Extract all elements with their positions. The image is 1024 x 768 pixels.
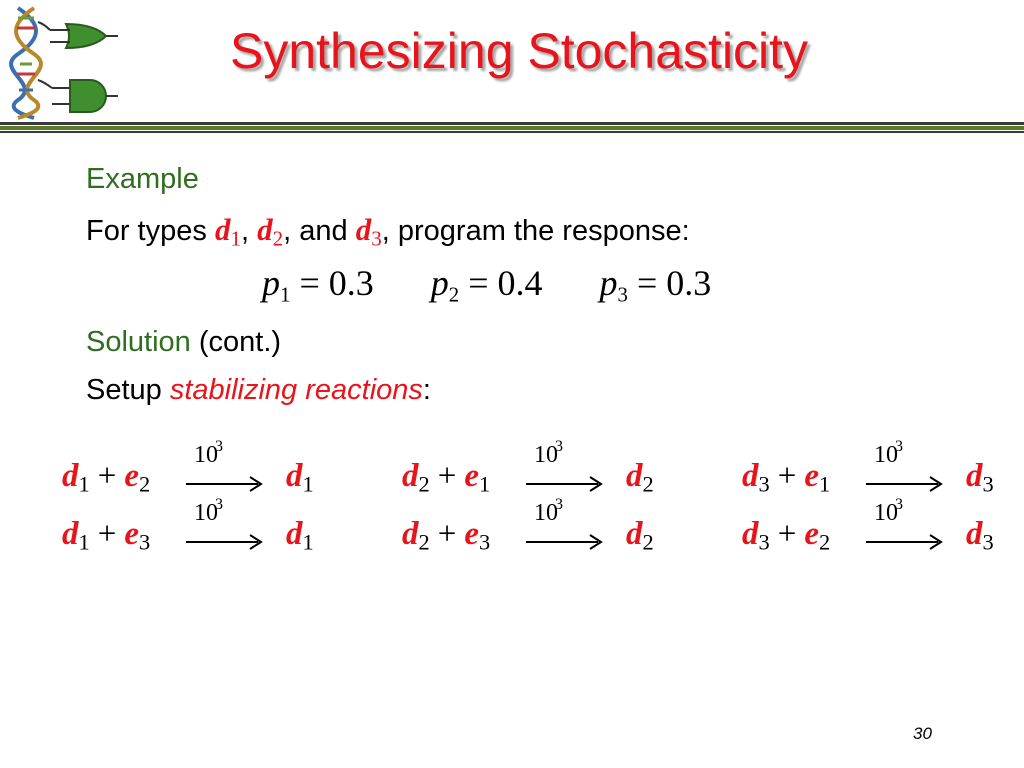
- reaction-product: $d_1$: [286, 516, 314, 555]
- for-types-suffix: , program the response:: [381, 215, 690, 247]
- reaction-arrow-icon: [524, 474, 604, 494]
- rate-constant: $10^3$: [534, 496, 563, 527]
- probability-p3: $p_3 = 0.3$: [599, 263, 712, 307]
- solution-label: Solution: [86, 326, 191, 358]
- reaction-reactants: [402, 516, 490, 556]
- dna-logic-gates-icon: [8, 4, 120, 120]
- reactant-e: $e_3$: [124, 516, 151, 555]
- reaction-arrow-icon: [184, 474, 264, 494]
- plus-sign: +: [777, 458, 797, 494]
- reactant-e: $e_1$: [464, 458, 491, 497]
- probabilities-row: [262, 262, 711, 307]
- reaction-reactants: [742, 516, 830, 556]
- reaction-product: $d_3$: [966, 516, 994, 555]
- plus-sign: +: [437, 516, 457, 552]
- separator: ,: [240, 215, 258, 247]
- plus-sign: +: [97, 516, 117, 552]
- example-heading: Example: [86, 163, 199, 195]
- reaction-arrow-icon: [524, 532, 604, 552]
- reaction-product: $d_1$: [286, 458, 314, 497]
- rate-constant: $10^3$: [874, 438, 903, 469]
- title-divider-green: [0, 126, 1024, 130]
- solution-rest: (cont.): [190, 326, 282, 358]
- setup-emphasis: stabilizing reactions: [169, 374, 423, 406]
- reactant-e: $e_3$: [464, 516, 491, 555]
- reactant-d: $d_2$: [402, 458, 430, 497]
- setup-suffix: :: [422, 374, 431, 406]
- type-d2: $d_2$: [257, 212, 284, 251]
- reaction-product: $d_3$: [966, 458, 994, 497]
- reactant-e: $e_1$: [804, 458, 831, 497]
- reaction-reactants: [62, 516, 150, 556]
- rate-constant: $10^3$: [194, 438, 223, 469]
- reaction-product: $d_2$: [626, 458, 654, 497]
- title-divider-bottom: [0, 131, 1024, 133]
- reactant-d: $d_3$: [742, 516, 770, 555]
- reactant-e: $e_2$: [124, 458, 151, 497]
- reactant-d: $d_1$: [62, 516, 90, 555]
- reactant-d: $d_3$: [742, 458, 770, 497]
- reactant-e: $e_2$: [804, 516, 831, 555]
- probability-p2: $p_2 = 0.4$: [430, 263, 543, 307]
- reaction-arrow-icon: [864, 474, 944, 494]
- rate-constant: $10^3$: [534, 438, 563, 469]
- rate-constant: $10^3$: [874, 496, 903, 527]
- rate-constant: $10^3$: [194, 496, 223, 527]
- for-types-line: [86, 212, 690, 251]
- reactant-d: $d_1$: [62, 458, 90, 497]
- type-d3: $d_3$: [355, 212, 382, 251]
- setup-line: [86, 374, 431, 407]
- reactant-d: $d_2$: [402, 516, 430, 555]
- reaction-arrow-icon: [864, 532, 944, 552]
- plus-sign: +: [777, 516, 797, 552]
- slide-title: Synthesizing Stochasticity: [230, 23, 809, 79]
- setup-prefix: Setup: [86, 374, 170, 406]
- separator: , and: [283, 215, 356, 247]
- solution-line: [86, 326, 281, 359]
- title-divider-top: [0, 122, 1024, 125]
- reaction-reactants: [742, 458, 830, 498]
- for-types-prefix: For types: [86, 215, 215, 247]
- plus-sign: +: [97, 458, 117, 494]
- reaction-reactants: [62, 458, 150, 498]
- type-d1: $d_1$: [214, 212, 241, 251]
- reaction-arrow-icon: [184, 532, 264, 552]
- page-number: 30: [913, 724, 932, 743]
- reaction-reactants: [402, 458, 490, 498]
- probability-p1: $p_1 = 0.3$: [262, 263, 374, 307]
- plus-sign: +: [437, 458, 457, 494]
- reaction-product: $d_2$: [626, 516, 654, 555]
